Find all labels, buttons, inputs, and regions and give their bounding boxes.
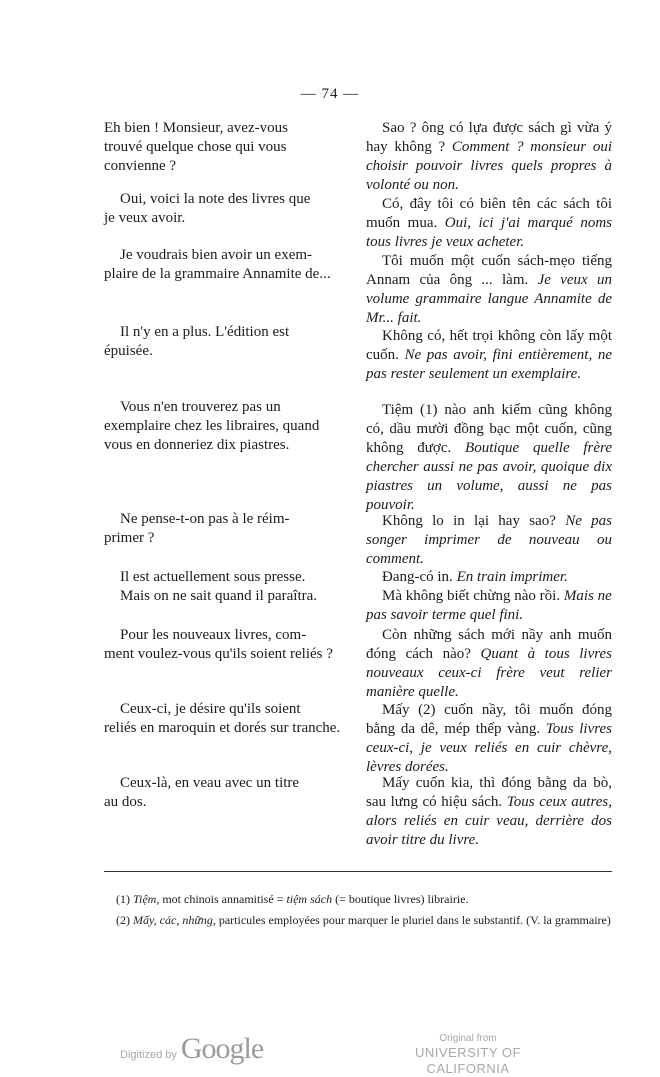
google-logo: Google xyxy=(180,1032,264,1065)
right-paragraph: Mấy (2) cuốn nầy, tôi muốn đóng bằng da dê, mép thếp vàng. Tous livres ceux-ci, je veux reliés en cuir chèvre, lèvres dorées. xyxy=(366,702,613,775)
right-paragraph: Mà không biết chừng nào rồi. Mais ne pas savoir terme quel fini. xyxy=(366,588,612,623)
left-paragraph: Pour les nouveaux livres, com- ment voulez-vous qu'ils soient reliés ? xyxy=(104,627,333,662)
left-paragraph: Oui, voici la note des livres que je veux avoir. xyxy=(104,191,311,226)
right-paragraph: Có, đây tôi có biên tên các sách tôi muốn mua. Oui, ici j'ai marqué noms tous livres je veux acheter. xyxy=(366,196,613,250)
left-paragraph: Ne pense-t-on pas à le réim- primer ? xyxy=(104,511,290,546)
right-paragraph: Sao ? ông có lựa được sách gì vừa ý hay không ? Comment ? monsieur oui choisir pouvoir livres quels propres à volonté ou non. xyxy=(366,120,613,193)
right-paragraph: Tôi muốn một cuốn sách-mẹo tiếng Annam của ông ... làm. Je veux un volume grammaire langue Annamite de Mr... fait. xyxy=(366,253,613,326)
right-paragraph: Không lo in lại hay sao? Ne pas songer imprimer de nouveau ou comment. xyxy=(366,513,613,567)
digitized-by-watermark: Digitized by Google xyxy=(120,1032,264,1065)
page-number: — 74 — xyxy=(300,86,360,102)
left-paragraph: Eh bien ! Monsieur, avez-vous trouvé quelque chose qui vous convienne ? xyxy=(104,120,288,174)
right-paragraph: Còn những sách mới nầy anh muốn đóng cách nào? Quant à tous livres nouveaux ceux-ci frère veut relier manière quelle. xyxy=(366,627,612,700)
left-paragraph: Ceux-ci, je désire qu'ils soient reliés en maroquin et dorés sur tranche. xyxy=(104,701,341,736)
left-paragraph: Vous n'en trouverez pas un exemplaire chez les libraires, quand vous en donneriez dix piastres. xyxy=(104,399,320,453)
footnote-divider xyxy=(104,871,612,872)
footnote: (1) Tiệm, mot chinois annamitisé = tiệm sách (= boutique livres) librairie. xyxy=(116,892,469,906)
left-paragraph: Ceux-là, en veau avec un titre au dos. xyxy=(104,775,300,810)
right-paragraph: Không có, hết trọi không còn lấy một cuốn. Ne pas avoir, fini entièrement, ne pas rester seulement un exemplaire. xyxy=(366,328,612,382)
left-paragraph: Il est actuellement sous presse. Mais on ne sait quand il paraîtra. xyxy=(120,569,318,604)
left-paragraph: Il n'y en a plus. L'édition est épuisée. xyxy=(104,324,290,359)
left-paragraph: Je voudrais bien avoir un exem- plaire de la grammaire Annamite de... xyxy=(104,247,331,282)
right-paragraph: Mấy cuốn kia, thì đóng bằng da bò, sau lưng có hiệu sách. Tous ceux autres, alors reliés en cuir veau, derrière dos avoir titre du livre. xyxy=(366,775,612,848)
right-paragraph: Tiệm (1) nào anh kiếm cũng không có, dầu mười đồng bạc một cuốn, cũng không được. Boutique quelle frère chercher aussi ne pas avoir, quoique dix piastres un volume, aussi ne pas pouvoir. xyxy=(366,402,612,513)
original-from-watermark: Original from UNIVERSITY OF CALIFORNIA xyxy=(415,1033,521,1076)
right-paragraph: Đang-có in. En train imprimer. xyxy=(382,569,568,585)
footnote: (2) Mấy, các, những, particules employées pour marquer le pluriel dans le substantif. (V. la grammaire) xyxy=(116,913,611,927)
